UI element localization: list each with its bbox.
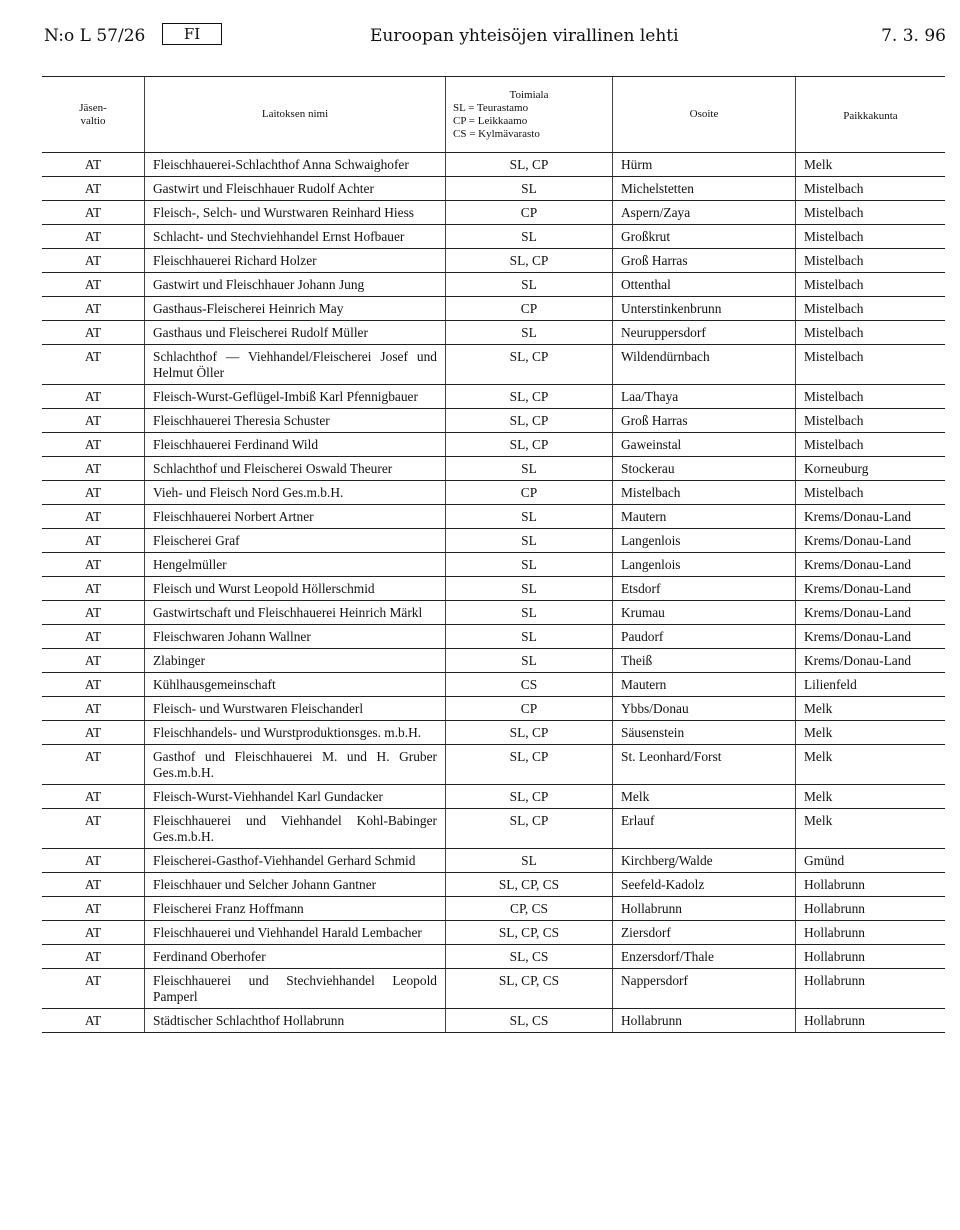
cell-activity: SL bbox=[446, 505, 613, 529]
cell-address: Wildendürnbach bbox=[613, 345, 796, 385]
cell-activity: SL, CS bbox=[446, 1009, 613, 1033]
cell-activity: SL, CP bbox=[446, 745, 613, 785]
cell-name: Schlachthof und Fleischerei Oswald Theurer bbox=[145, 457, 446, 481]
table-row bbox=[42, 577, 945, 601]
cell-activity: SL, CP bbox=[446, 249, 613, 273]
table-row bbox=[42, 553, 945, 577]
table-row bbox=[42, 481, 945, 505]
page-header bbox=[44, 22, 946, 52]
cell-member-state: AT bbox=[42, 673, 145, 697]
cell-name: Fleischerei Graf bbox=[145, 529, 446, 553]
cell-address: Hollabrunn bbox=[613, 897, 796, 921]
table-row bbox=[42, 601, 945, 625]
table-row bbox=[42, 297, 945, 321]
cell-city: Korneuburg bbox=[796, 457, 946, 481]
cell-city: Melk bbox=[796, 697, 946, 721]
language-box: FI bbox=[162, 23, 222, 45]
cell-activity: SL bbox=[446, 273, 613, 297]
cell-activity: SL, CP, CS bbox=[446, 969, 613, 1009]
cell-city: Hollabrunn bbox=[796, 1009, 946, 1033]
table-row bbox=[42, 697, 945, 721]
legend-cs: CS = Kylmävarasto bbox=[453, 127, 540, 140]
cell-member-state: AT bbox=[42, 969, 145, 1009]
cell-member-state: AT bbox=[42, 481, 145, 505]
cell-city: Melk bbox=[796, 785, 946, 809]
cell-member-state: AT bbox=[42, 785, 145, 809]
cell-city: Mistelbach bbox=[796, 409, 946, 433]
cell-name: Ferdinand Oberhofer bbox=[145, 945, 446, 969]
table-row bbox=[42, 433, 945, 457]
cell-name: Fleischhauerei Theresia Schuster bbox=[145, 409, 446, 433]
cell-city: Mistelbach bbox=[796, 385, 946, 409]
cell-member-state: AT bbox=[42, 897, 145, 921]
cell-address: Michelstetten bbox=[613, 177, 796, 201]
table-row bbox=[42, 177, 945, 201]
cell-activity: SL, CP, CS bbox=[446, 921, 613, 945]
table-row bbox=[42, 321, 945, 345]
cell-city: Gmünd bbox=[796, 849, 946, 873]
cell-city: Melk bbox=[796, 153, 946, 177]
cell-city: Mistelbach bbox=[796, 345, 946, 385]
cell-member-state: AT bbox=[42, 873, 145, 897]
table-row bbox=[42, 785, 945, 809]
cell-name: Fleischhauerei-Schlachthof Anna Schwaighofer bbox=[145, 153, 446, 177]
cell-city: Mistelbach bbox=[796, 433, 946, 457]
cell-member-state: AT bbox=[42, 745, 145, 785]
cell-member-state: AT bbox=[42, 153, 145, 177]
cell-address: Ottenthal bbox=[613, 273, 796, 297]
table-row bbox=[42, 649, 945, 673]
cell-activity: SL, CP bbox=[446, 785, 613, 809]
cell-name: Fleischhauerei Norbert Artner bbox=[145, 505, 446, 529]
table-row bbox=[42, 897, 945, 921]
cell-address: Erlauf bbox=[613, 809, 796, 849]
table-row bbox=[42, 721, 945, 745]
cell-address: Nappersdorf bbox=[613, 969, 796, 1009]
cell-activity: SL, CP bbox=[446, 153, 613, 177]
cell-address: Gaweinstal bbox=[613, 433, 796, 457]
table-row bbox=[42, 409, 945, 433]
cell-address: Groß Harras bbox=[613, 409, 796, 433]
cell-address: Hürm bbox=[613, 153, 796, 177]
cell-activity: CP bbox=[446, 697, 613, 721]
table-row bbox=[42, 273, 945, 297]
cell-member-state: AT bbox=[42, 849, 145, 873]
cell-activity: SL, CP bbox=[446, 385, 613, 409]
cell-activity: SL, CP bbox=[446, 721, 613, 745]
cell-member-state: AT bbox=[42, 809, 145, 849]
table-row bbox=[42, 153, 945, 177]
table-row bbox=[42, 945, 945, 969]
table-row bbox=[42, 505, 945, 529]
cell-activity: SL bbox=[446, 577, 613, 601]
table-header-row bbox=[42, 77, 945, 153]
cell-member-state: AT bbox=[42, 297, 145, 321]
table-row bbox=[42, 849, 945, 873]
cell-city: Mistelbach bbox=[796, 249, 946, 273]
cell-address: Mautern bbox=[613, 505, 796, 529]
col-address: Osoite bbox=[613, 77, 796, 153]
cell-member-state: AT bbox=[42, 225, 145, 249]
cell-name: Schlachthof — Viehhandel/Fleischerei Josef und Helmut Öller bbox=[145, 345, 446, 385]
cell-address: St. Leonhard/Forst bbox=[613, 745, 796, 785]
cell-activity: CP bbox=[446, 297, 613, 321]
cell-member-state: AT bbox=[42, 345, 145, 385]
cell-name: Gastwirtschaft und Fleischhauerei Heinrich Märkl bbox=[145, 601, 446, 625]
cell-member-state: AT bbox=[42, 457, 145, 481]
cell-city: Hollabrunn bbox=[796, 969, 946, 1009]
cell-member-state: AT bbox=[42, 529, 145, 553]
table-row bbox=[42, 1009, 945, 1033]
cell-member-state: AT bbox=[42, 649, 145, 673]
cell-member-state: AT bbox=[42, 433, 145, 457]
cell-address: Laa/Thaya bbox=[613, 385, 796, 409]
issue-number: N:o L 57/26 bbox=[44, 26, 146, 46]
table-row bbox=[42, 249, 945, 273]
cell-name: Fleischwaren Johann Wallner bbox=[145, 625, 446, 649]
col-member-state-line1: Jäsen- bbox=[79, 101, 107, 114]
table-row bbox=[42, 873, 945, 897]
cell-address: Mistelbach bbox=[613, 481, 796, 505]
cell-city: Melk bbox=[796, 809, 946, 849]
cell-member-state: AT bbox=[42, 273, 145, 297]
cell-name: Fleisch- und Wurstwaren Fleischanderl bbox=[145, 697, 446, 721]
establishment-table bbox=[42, 76, 945, 1033]
cell-member-state: AT bbox=[42, 721, 145, 745]
cell-name: Fleischhandels- und Wurstproduktionsges. m.b.H. bbox=[145, 721, 446, 745]
table-row bbox=[42, 969, 945, 1009]
cell-city: Mistelbach bbox=[796, 201, 946, 225]
cell-member-state: AT bbox=[42, 553, 145, 577]
cell-city: Krems/Donau-Land bbox=[796, 577, 946, 601]
cell-city: Mistelbach bbox=[796, 177, 946, 201]
cell-activity: SL, CP bbox=[446, 433, 613, 457]
cell-address: Paudorf bbox=[613, 625, 796, 649]
cell-city: Melk bbox=[796, 721, 946, 745]
cell-name: Kühlhausgemeinschaft bbox=[145, 673, 446, 697]
cell-city: Krems/Donau-Land bbox=[796, 649, 946, 673]
cell-activity: SL bbox=[446, 529, 613, 553]
cell-city: Krems/Donau-Land bbox=[796, 529, 946, 553]
cell-address: Hollabrunn bbox=[613, 1009, 796, 1033]
table-row bbox=[42, 625, 945, 649]
cell-member-state: AT bbox=[42, 201, 145, 225]
cell-activity: SL, CP bbox=[446, 409, 613, 433]
cell-activity: SL bbox=[446, 849, 613, 873]
cell-address: Unterstinkenbrunn bbox=[613, 297, 796, 321]
table-row bbox=[42, 345, 945, 385]
cell-address: Etsdorf bbox=[613, 577, 796, 601]
cell-address: Theiß bbox=[613, 649, 796, 673]
cell-address: Seefeld-Kadolz bbox=[613, 873, 796, 897]
cell-city: Mistelbach bbox=[796, 297, 946, 321]
table-row bbox=[42, 673, 945, 697]
cell-address: Langenlois bbox=[613, 529, 796, 553]
cell-name: Gasthaus und Fleischerei Rudolf Müller bbox=[145, 321, 446, 345]
table-row bbox=[42, 921, 945, 945]
table-row bbox=[42, 385, 945, 409]
cell-name: Gastwirt und Fleischhauer Johann Jung bbox=[145, 273, 446, 297]
cell-member-state: AT bbox=[42, 249, 145, 273]
table-row bbox=[42, 201, 945, 225]
cell-city: Krems/Donau-Land bbox=[796, 625, 946, 649]
cell-name: Fleischhauerei und Viehhandel Harald Lembacher bbox=[145, 921, 446, 945]
cell-address: Enzersdorf/Thale bbox=[613, 945, 796, 969]
cell-activity: SL, CP, CS bbox=[446, 873, 613, 897]
cell-city: Mistelbach bbox=[796, 321, 946, 345]
cell-member-state: AT bbox=[42, 385, 145, 409]
cell-member-state: AT bbox=[42, 945, 145, 969]
cell-name: Fleisch-Wurst-Geflügel-Imbiß Karl Pfennigbauer bbox=[145, 385, 446, 409]
cell-activity: SL bbox=[446, 649, 613, 673]
cell-name: Fleischhauerei und Stechviehhandel Leopold Pamperl bbox=[145, 969, 446, 1009]
cell-name: Fleischhauerei Ferdinand Wild bbox=[145, 433, 446, 457]
cell-activity: CP, CS bbox=[446, 897, 613, 921]
cell-name: Fleischhauer und Selcher Johann Gantner bbox=[145, 873, 446, 897]
cell-member-state: AT bbox=[42, 409, 145, 433]
cell-city: Krems/Donau-Land bbox=[796, 601, 946, 625]
table-body bbox=[42, 153, 945, 1033]
cell-activity: SL, CP bbox=[446, 345, 613, 385]
cell-name: Fleischhauerei und Viehhandel Kohl-Babinger Ges.m.b.H. bbox=[145, 809, 446, 849]
cell-address: Mautern bbox=[613, 673, 796, 697]
cell-member-state: AT bbox=[42, 921, 145, 945]
cell-city: Krems/Donau-Land bbox=[796, 505, 946, 529]
cell-member-state: AT bbox=[42, 177, 145, 201]
cell-city: Melk bbox=[796, 745, 946, 785]
cell-city: Hollabrunn bbox=[796, 945, 946, 969]
journal-title: Euroopan yhteisöjen virallinen lehti bbox=[370, 26, 679, 46]
col-activity-title: Toimiala bbox=[509, 88, 549, 101]
cell-address: Großkrut bbox=[613, 225, 796, 249]
cell-activity: SL bbox=[446, 177, 613, 201]
cell-city: Mistelbach bbox=[796, 225, 946, 249]
cell-name: Fleisch-, Selch- und Wurstwaren Reinhard Hiess bbox=[145, 201, 446, 225]
cell-address: Kirchberg/Walde bbox=[613, 849, 796, 873]
cell-address: Ziersdorf bbox=[613, 921, 796, 945]
cell-address: Säusenstein bbox=[613, 721, 796, 745]
cell-activity: CS bbox=[446, 673, 613, 697]
cell-activity: SL bbox=[446, 553, 613, 577]
cell-activity: SL bbox=[446, 321, 613, 345]
cell-member-state: AT bbox=[42, 625, 145, 649]
legend-cp: CP = Leikkaamo bbox=[453, 114, 528, 127]
cell-member-state: AT bbox=[42, 505, 145, 529]
cell-address: Melk bbox=[613, 785, 796, 809]
cell-city: Hollabrunn bbox=[796, 921, 946, 945]
cell-name: Vieh- und Fleisch Nord Ges.m.b.H. bbox=[145, 481, 446, 505]
cell-address: Ybbs/Donau bbox=[613, 697, 796, 721]
cell-member-state: AT bbox=[42, 577, 145, 601]
cell-name: Schlacht- und Stechviehhandel Ernst Hofbauer bbox=[145, 225, 446, 249]
cell-city: Mistelbach bbox=[796, 273, 946, 297]
cell-member-state: AT bbox=[42, 697, 145, 721]
cell-name: Zlabinger bbox=[145, 649, 446, 673]
issue-date: 7. 3. 96 bbox=[881, 26, 946, 46]
cell-name: Fleisch und Wurst Leopold Höllerschmid bbox=[145, 577, 446, 601]
cell-address: Groß Harras bbox=[613, 249, 796, 273]
cell-activity: CP bbox=[446, 201, 613, 225]
cell-activity: SL bbox=[446, 457, 613, 481]
cell-name: Gasthaus-Fleischerei Heinrich May bbox=[145, 297, 446, 321]
cell-name: Fleisch-Wurst-Viehhandel Karl Gundacker bbox=[145, 785, 446, 809]
cell-city: Lilienfeld bbox=[796, 673, 946, 697]
cell-city: Mistelbach bbox=[796, 481, 946, 505]
cell-name: Gasthof und Fleischhauerei M. und H. Gruber Ges.m.b.H. bbox=[145, 745, 446, 785]
table-row bbox=[42, 457, 945, 481]
col-member-state bbox=[42, 77, 145, 153]
cell-address: Aspern/Zaya bbox=[613, 201, 796, 225]
cell-activity: SL bbox=[446, 601, 613, 625]
table-row bbox=[42, 745, 945, 785]
cell-name: Fleischhauerei Richard Holzer bbox=[145, 249, 446, 273]
col-member-state-line2: valtio bbox=[80, 114, 106, 127]
legend-sl: SL = Teurastamo bbox=[453, 101, 529, 114]
cell-address: Neuruppersdorf bbox=[613, 321, 796, 345]
cell-member-state: AT bbox=[42, 321, 145, 345]
cell-activity: SL bbox=[446, 625, 613, 649]
cell-member-state: AT bbox=[42, 601, 145, 625]
table-row bbox=[42, 225, 945, 249]
cell-name: Hengelmüller bbox=[145, 553, 446, 577]
cell-address: Langenlois bbox=[613, 553, 796, 577]
cell-name: Fleischerei-Gasthof-Viehhandel Gerhard Schmid bbox=[145, 849, 446, 873]
col-city: Paikkakunta bbox=[796, 77, 946, 153]
cell-member-state: AT bbox=[42, 1009, 145, 1033]
cell-city: Hollabrunn bbox=[796, 897, 946, 921]
cell-activity: CP bbox=[446, 481, 613, 505]
cell-city: Krems/Donau-Land bbox=[796, 553, 946, 577]
table-row bbox=[42, 809, 945, 849]
cell-name: Städtischer Schlachthof Hollabrunn bbox=[145, 1009, 446, 1033]
col-activity bbox=[446, 77, 613, 153]
cell-name: Gastwirt und Fleischhauer Rudolf Achter bbox=[145, 177, 446, 201]
cell-address: Stockerau bbox=[613, 457, 796, 481]
cell-name: Fleischerei Franz Hoffmann bbox=[145, 897, 446, 921]
cell-address: Krumau bbox=[613, 601, 796, 625]
cell-city: Hollabrunn bbox=[796, 873, 946, 897]
col-name: Laitoksen nimi bbox=[145, 77, 446, 153]
cell-activity: SL bbox=[446, 225, 613, 249]
table-row bbox=[42, 529, 945, 553]
cell-activity: SL, CP bbox=[446, 809, 613, 849]
cell-activity: SL, CS bbox=[446, 945, 613, 969]
